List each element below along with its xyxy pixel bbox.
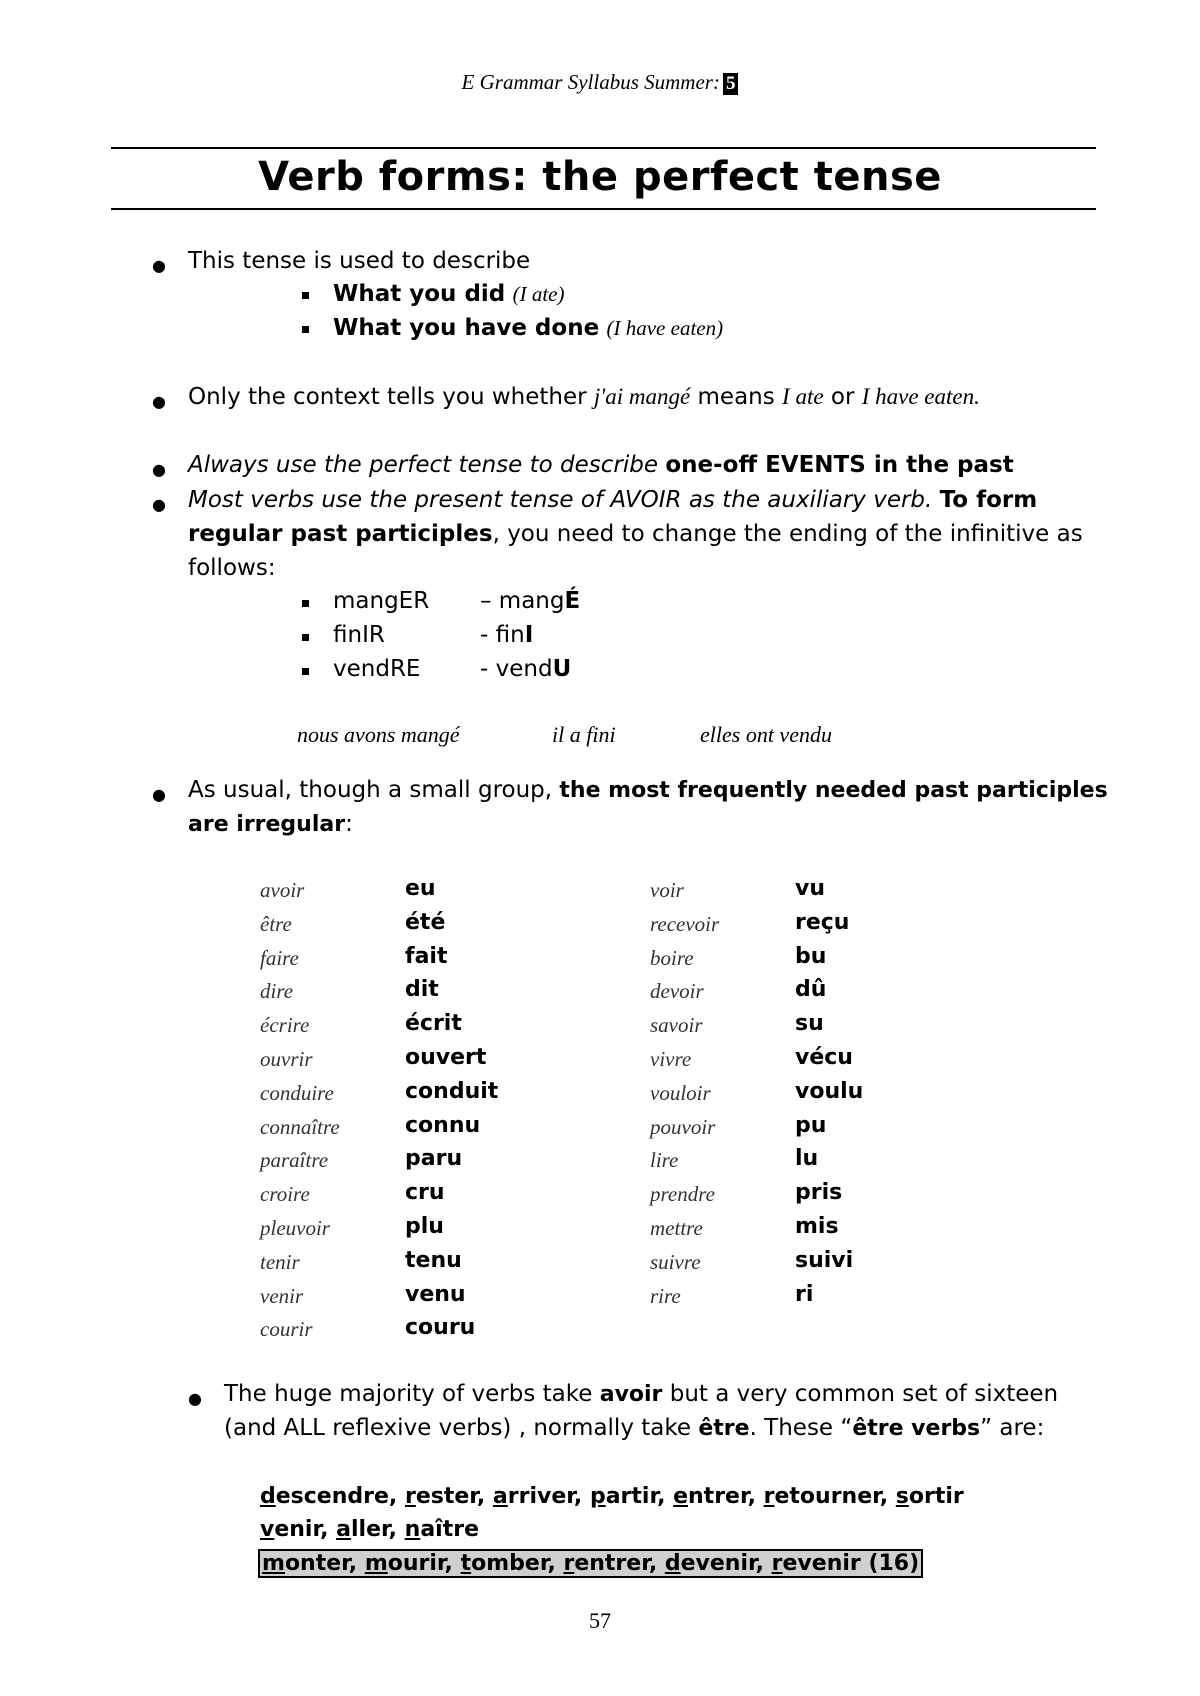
etre-verb-rest: ntrer	[688, 1484, 748, 1509]
page-title: Verb forms: the perfect tense	[258, 154, 942, 200]
etre-verb-rest: artir	[605, 1484, 658, 1509]
left-infinitive: venir	[260, 1283, 304, 1308]
right-infinitive: lire	[650, 1148, 679, 1173]
etre-verb	[665, 1551, 756, 1576]
left-infinitive: écrire	[260, 1013, 310, 1038]
intro-item-1-gloss: (I ate)	[512, 282, 565, 306]
etre-verb-rest: ortir	[908, 1484, 964, 1509]
most-line-3: follows:	[188, 555, 276, 581]
etre-verb	[262, 1551, 349, 1576]
left-infinitive: croire	[260, 1182, 310, 1207]
etre-verb-initial: t	[460, 1551, 472, 1576]
etre-verb-rest: onter	[284, 1551, 349, 1576]
always-a: Always use the perfect tense to describe	[188, 452, 659, 478]
square-bullet-icon	[302, 600, 309, 607]
irregular-line-2	[188, 811, 353, 837]
etre-verb-rest: ourir	[387, 1551, 445, 1576]
etre-verb-rest: evenir	[680, 1551, 756, 1576]
left-infinitive: faire	[260, 945, 299, 970]
context-line	[188, 384, 980, 410]
ending-stem-3: vendRE	[333, 656, 421, 682]
etre-verb-initial: s	[895, 1484, 909, 1509]
huge-l1a: The huge majority of verbs take	[224, 1381, 593, 1407]
irregular-bold1: the most frequently needed past participles	[559, 778, 1108, 803]
ending-dash-3: - vend	[480, 656, 553, 682]
etre-verb-rest: etourner	[774, 1484, 880, 1509]
square-bullet-icon	[302, 668, 309, 675]
etre-verb	[461, 1551, 548, 1576]
intro-item-1-bold: What you did	[333, 281, 506, 307]
left-past-participle: conduit	[405, 1078, 499, 1104]
irregular-bold2: are irregular	[188, 812, 346, 837]
intro-text: This tense is used to describe	[188, 248, 531, 274]
etre-verb-rest: aître	[420, 1517, 479, 1542]
right-infinitive: prendre	[650, 1182, 715, 1207]
etre-verb-initial: r	[563, 1551, 575, 1576]
left-infinitive: pleuvoir	[260, 1216, 330, 1240]
left-infinitive: connaître	[260, 1114, 340, 1139]
ending-stem-1: mangER	[333, 588, 430, 614]
ending-result-3	[480, 656, 571, 682]
right-past-participle: suivi	[795, 1247, 854, 1273]
etre-verb-initial: e	[673, 1484, 689, 1509]
ending-end-3: U	[552, 656, 572, 682]
huge-l2e: ” are:	[980, 1415, 1045, 1441]
etre-verb-initial: n	[404, 1517, 421, 1542]
etre-verb	[772, 1551, 861, 1576]
right-infinitive: pouvoir	[650, 1114, 716, 1139]
left-past-participle: écrit	[405, 1011, 462, 1037]
left-past-participle: eu	[405, 876, 436, 901]
right-infinitive: suivre	[650, 1249, 701, 1274]
context-m2: I have eaten.	[861, 384, 980, 409]
bullet-icon: ●	[188, 1389, 202, 1408]
etre-verb	[405, 1484, 477, 1509]
left-infinitive: ouvrir	[260, 1047, 313, 1071]
etre-verb-rest: ester	[415, 1484, 477, 1509]
etre-verb-rest: enir	[274, 1517, 321, 1542]
irregular-a: As usual, though a small group,	[188, 777, 553, 803]
right-past-participle: reçu	[795, 909, 850, 935]
left-infinitive: conduire	[260, 1080, 334, 1105]
huge-l2d: être verbs	[852, 1416, 981, 1441]
etre-verb-count: (16)	[868, 1551, 920, 1576]
right-past-participle: vécu	[795, 1045, 853, 1070]
title-rule-top	[111, 147, 1096, 149]
right-infinitive: vivre	[650, 1047, 692, 1071]
most-line2a: regular past participles	[188, 521, 493, 547]
ending-end-2: I	[524, 622, 534, 648]
huge-l1c: but a very common set of sixteen	[669, 1381, 1059, 1407]
irregular-line-1	[188, 777, 1108, 803]
left-past-participle: couru	[405, 1315, 476, 1341]
irregular-colon: :	[345, 811, 353, 837]
etre-verb-rest: rriver	[507, 1484, 574, 1509]
etre-verb	[405, 1517, 479, 1542]
right-infinitive: vouloir	[650, 1080, 711, 1105]
left-past-participle: cru	[405, 1180, 445, 1206]
etre-verb	[365, 1551, 445, 1576]
left-past-participle: dit	[405, 977, 439, 1003]
etre-verb-initial: a	[492, 1484, 508, 1509]
context-b: means	[697, 384, 775, 410]
etre-verb-initial: v	[260, 1517, 275, 1542]
always-line	[188, 452, 1014, 478]
most-line-1	[188, 487, 1037, 513]
intro-item-2	[333, 315, 723, 341]
left-past-participle: paru	[405, 1146, 463, 1172]
etre-verb-initial: m	[262, 1551, 285, 1576]
header-text: E Grammar Syllabus Summer:	[461, 70, 720, 94]
right-infinitive: savoir	[650, 1013, 703, 1038]
ending-result-2	[480, 622, 533, 648]
right-past-participle: pris	[795, 1180, 843, 1206]
etre-verb-rest: ller	[350, 1517, 389, 1542]
right-past-participle: dû	[795, 977, 827, 1003]
header-box: 5	[723, 73, 739, 95]
left-past-participle: venu	[405, 1281, 466, 1307]
context-m1: I ate	[782, 384, 824, 409]
right-past-participle: ri	[795, 1281, 814, 1307]
etre-verb-initial: a	[336, 1517, 351, 1542]
left-past-participle: été	[405, 909, 446, 935]
intro-item-2-bold: What you have done	[333, 315, 600, 341]
right-past-participle: pu	[795, 1112, 827, 1138]
bullet-icon: ●	[152, 256, 166, 275]
context-c: or	[830, 384, 855, 410]
etre-verb-rest: evenir	[782, 1551, 861, 1576]
left-past-participle: tenu	[405, 1247, 462, 1273]
huge-l2c: . These “	[749, 1415, 853, 1441]
etre-verb-initial: r	[771, 1551, 783, 1576]
title-rule-bottom	[111, 208, 1096, 210]
right-past-participle: lu	[795, 1146, 819, 1172]
left-past-participle: plu	[405, 1214, 444, 1239]
right-infinitive: recevoir	[650, 911, 720, 936]
bullet-icon: ●	[152, 392, 166, 411]
page-number: 57	[589, 1608, 611, 1633]
ending-dash-2: - fin	[480, 622, 525, 648]
etre-verb-initial: p	[589, 1484, 606, 1509]
right-infinitive: devoir	[650, 979, 704, 1004]
right-past-participle: bu	[795, 943, 827, 969]
left-infinitive: dire	[260, 979, 294, 1004]
right-infinitive: boire	[650, 945, 694, 970]
square-bullet-icon	[302, 292, 309, 299]
example-2: il a fini	[552, 722, 616, 747]
huge-l2a: (and ALL reflexive verbs) , normally take	[224, 1415, 692, 1441]
running-header	[0, 70, 1200, 95]
left-past-participle: connu	[405, 1112, 481, 1138]
right-past-participle: su	[795, 1011, 824, 1037]
left-infinitive: avoir	[260, 878, 305, 902]
etre-verb	[260, 1517, 320, 1542]
etre-verb-initial: r	[404, 1484, 416, 1509]
etre-verb	[896, 1484, 964, 1509]
always-bold: one-off EVENTS in the past	[665, 452, 1014, 478]
most-line-2	[188, 521, 1083, 547]
right-infinitive: voir	[650, 878, 684, 902]
bullet-icon: ●	[152, 460, 166, 479]
context-a: Only the context tells you whether	[188, 384, 587, 410]
etre-verb-initial: d	[260, 1484, 276, 1509]
left-past-participle: fait	[405, 943, 448, 969]
right-past-participle: mis	[795, 1214, 839, 1239]
square-bullet-icon	[302, 326, 309, 333]
etre-verb-rest: omber	[471, 1551, 548, 1576]
most-line1a: Most verbs use the present tense of AVOIR as the auxiliary verb.	[188, 487, 933, 513]
etre-verb-rest: escendre	[275, 1484, 389, 1509]
ending-end-1: É	[564, 588, 581, 614]
huge-line-2	[224, 1415, 1044, 1441]
etre-verb-initial: d	[664, 1551, 681, 1576]
etre-verb	[260, 1484, 389, 1509]
example-3: elles ont vendu	[700, 722, 832, 747]
left-infinitive: courir	[260, 1317, 313, 1342]
etre-verb-initial: r	[763, 1484, 775, 1509]
huge-l2b: être	[698, 1416, 750, 1441]
example-1: nous avons mangé	[297, 722, 460, 747]
right-past-participle: voulu	[795, 1078, 864, 1104]
ending-stem-2: finIR	[333, 622, 385, 648]
huge-line-1	[224, 1381, 1058, 1407]
left-past-participle: ouvert	[405, 1045, 487, 1070]
right-past-participle: vu	[795, 876, 826, 901]
left-infinitive: paraître	[260, 1148, 329, 1173]
etre-verb	[563, 1551, 648, 1576]
most-line1b: To form	[939, 487, 1038, 513]
left-infinitive: être	[260, 911, 292, 936]
bullet-icon: ●	[152, 785, 166, 804]
most-line2b: , you need to change the ending of the infinitive as	[492, 521, 1083, 547]
etre-line-1: descendre, rester, arriver, partir, entrer, retourner, sortir	[260, 1484, 964, 1509]
right-infinitive: rire	[650, 1283, 681, 1308]
huge-l1b: avoir	[599, 1382, 663, 1407]
intro-item-2-gloss: (I have eaten)	[606, 316, 724, 340]
intro-item-1	[333, 281, 564, 307]
ending-result-1	[480, 588, 580, 614]
etre-verb-initial: m	[364, 1551, 388, 1576]
etre-verb	[493, 1484, 574, 1509]
etre-verb	[590, 1484, 657, 1509]
right-infinitive: mettre	[650, 1216, 703, 1240]
etre-verb	[764, 1484, 880, 1509]
etre-line-3-highlighted: monter, mourir, tomber, rentrer, devenir, revenir (16)	[258, 1549, 923, 1578]
etre-verb	[673, 1484, 748, 1509]
ending-dash-1: – mang	[480, 588, 565, 614]
etre-verb-rest: entrer	[574, 1551, 649, 1576]
context-example: j'ai mangé	[593, 384, 691, 409]
square-bullet-icon	[302, 634, 309, 641]
etre-line-2: venir, aller, naître	[260, 1517, 479, 1542]
etre-verb	[336, 1517, 388, 1542]
bullet-icon: ●	[152, 495, 166, 514]
left-infinitive: tenir	[260, 1249, 300, 1274]
